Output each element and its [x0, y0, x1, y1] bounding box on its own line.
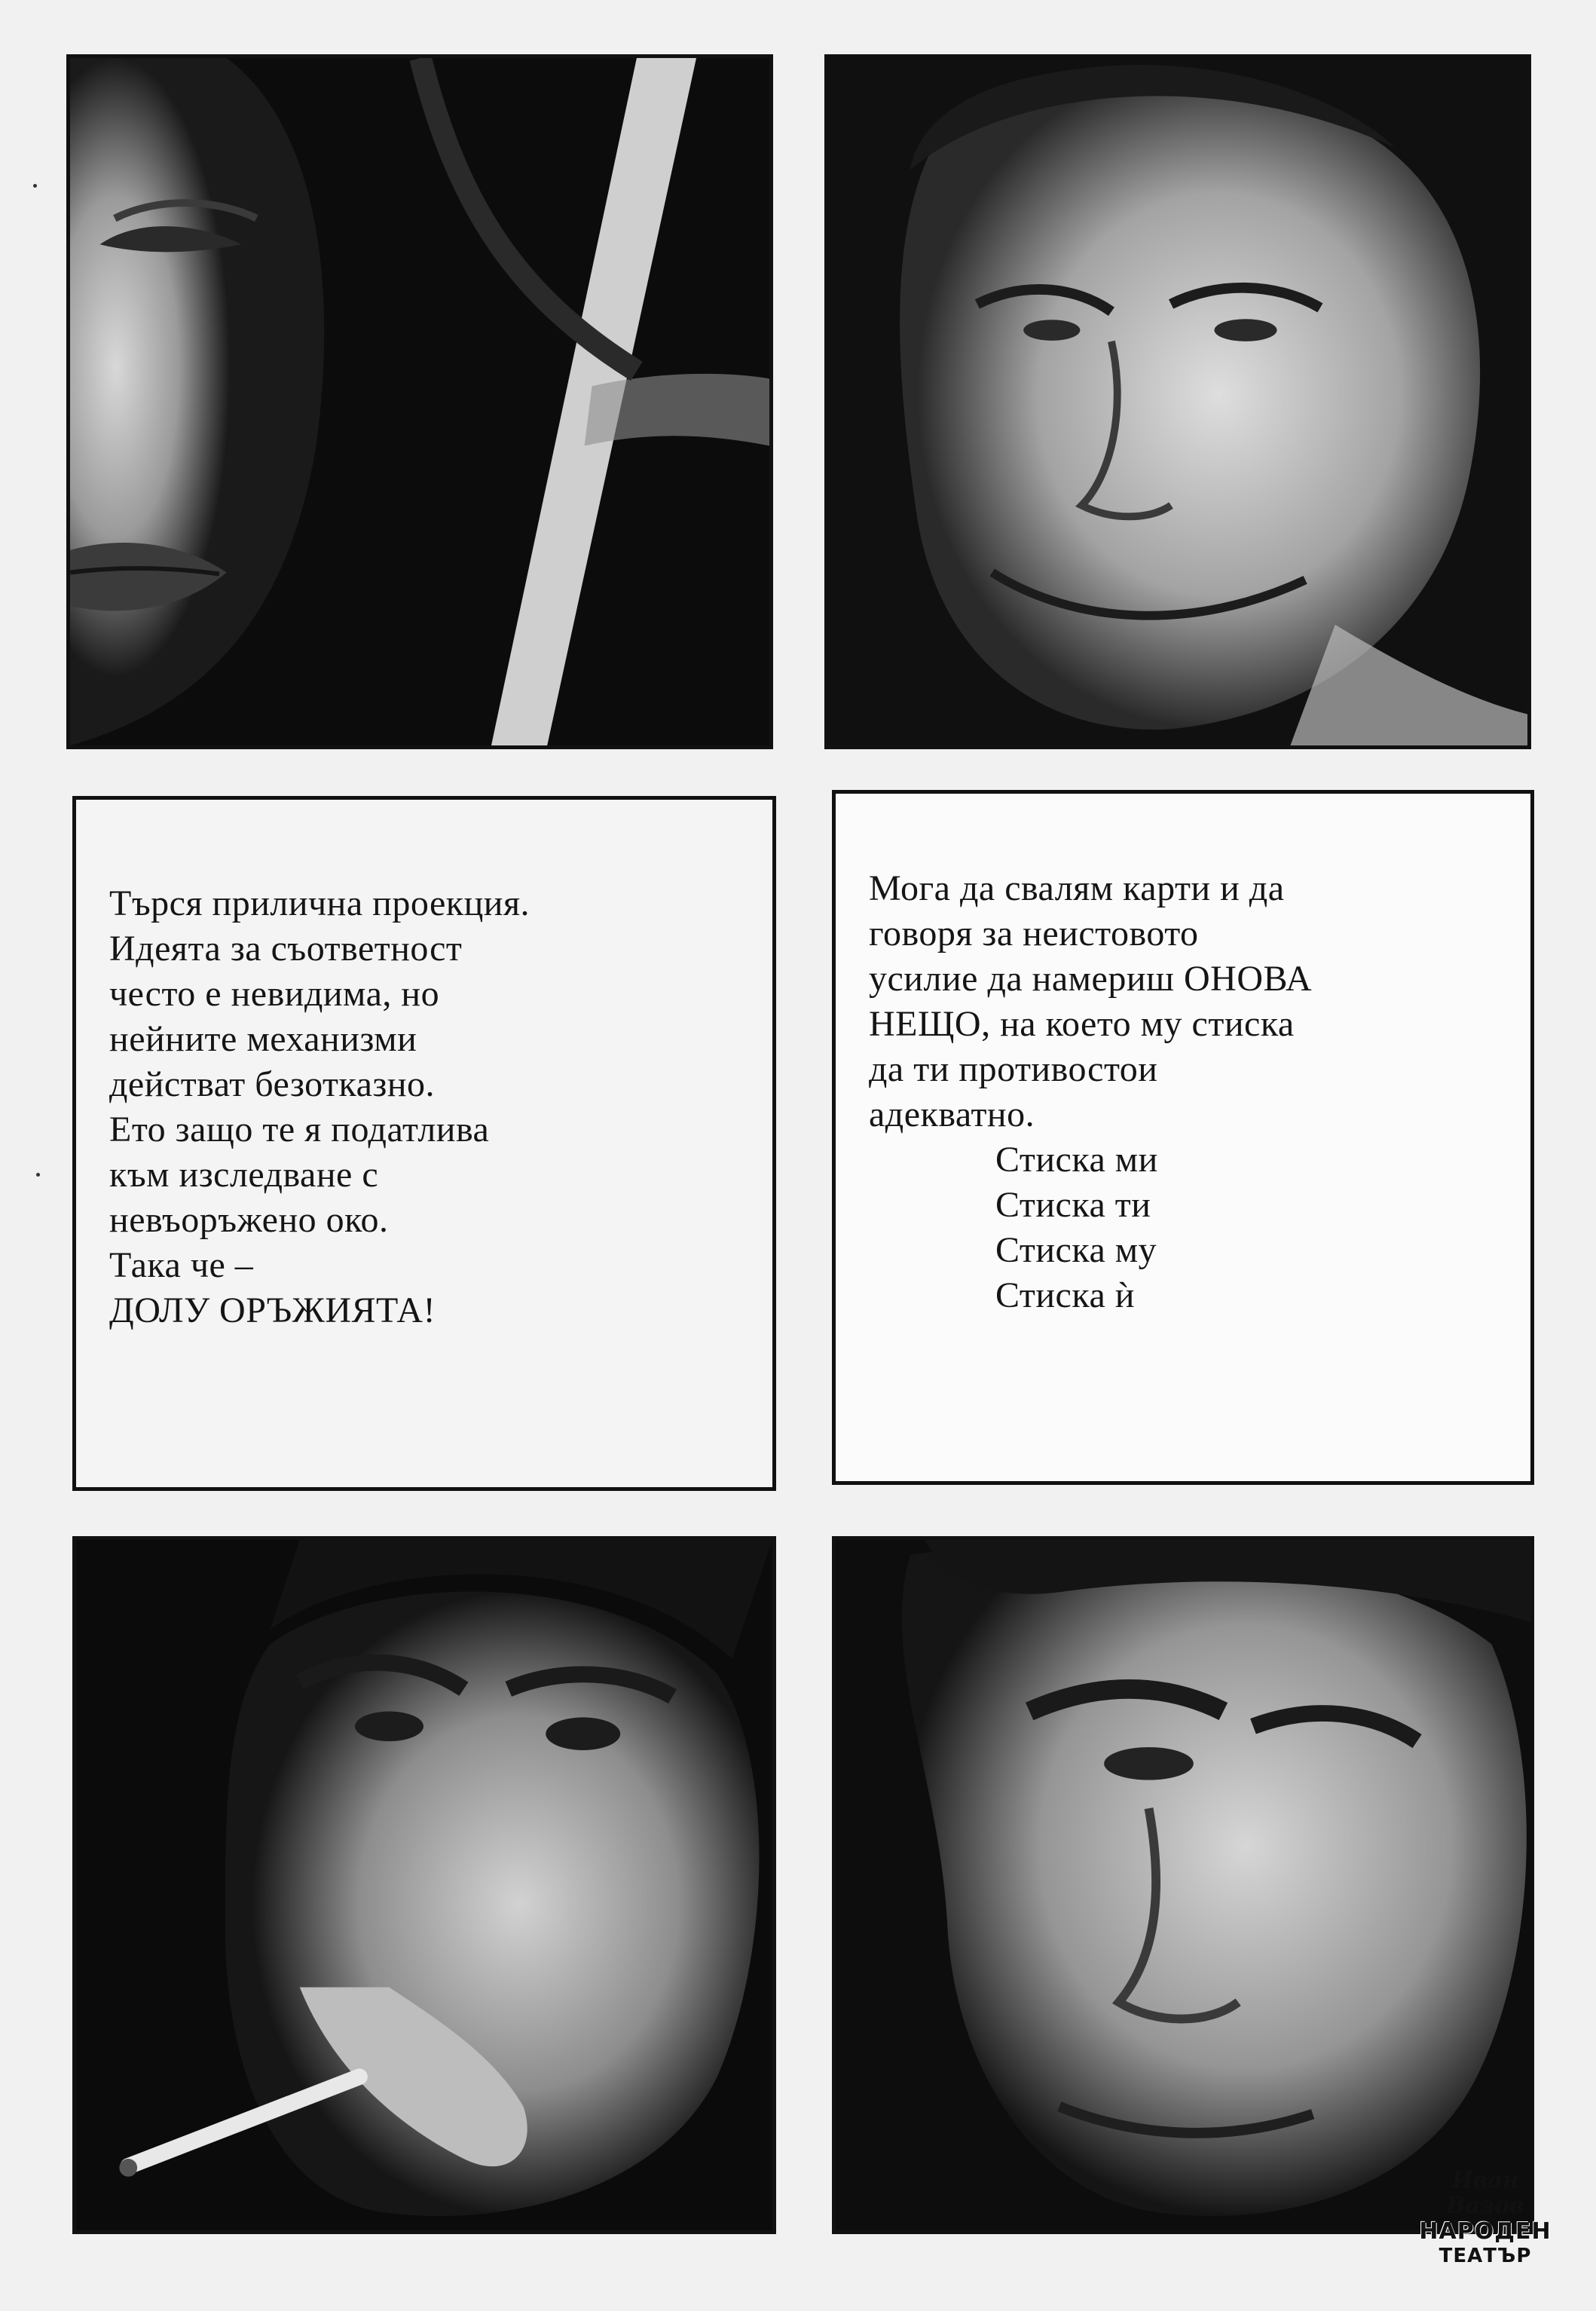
portrait-man-with-cigarette-icon	[76, 1540, 772, 2230]
print-speck	[33, 184, 37, 188]
verse-line: ДОЛУ ОРЪЖИЯТА!	[109, 1290, 436, 1330]
verse-line: действат безотказно.	[109, 1064, 436, 1104]
verse-line: НЕЩО, на което му стиска	[869, 1004, 1295, 1044]
photo-man-smiling	[824, 54, 1531, 749]
portrait-woman-eyes-closed-icon	[70, 58, 769, 745]
theatre-logo	[1418, 2168, 1552, 2281]
logo-sub: ТЕАТЪР	[1439, 2245, 1532, 2267]
verse-line: Идеята за съответност	[109, 929, 463, 969]
stanza-line: Стиска ти	[995, 1185, 1151, 1225]
stanza	[869, 1137, 1517, 1318]
stanza-line: Стиска ѝ	[995, 1275, 1135, 1315]
stanza-line: Стиска му	[995, 1230, 1157, 1270]
verse-line: невъоръжено око.	[109, 1200, 389, 1240]
verse-line: към изследване с	[109, 1155, 379, 1195]
verse-line: Ето защо те я податлива	[109, 1110, 490, 1149]
text-panel-left	[72, 796, 776, 1491]
portrait-man-smiling-icon	[828, 58, 1527, 745]
verse-line: Така че –	[109, 1245, 254, 1285]
verse-line: нейните механизми	[109, 1019, 417, 1059]
text-panel-right	[832, 790, 1534, 1485]
verse-line: често е невидима, но	[109, 974, 440, 1014]
photo-man-with-cigarette	[72, 1536, 776, 2234]
stanza-line: Стиска ми	[995, 1140, 1158, 1180]
logo-signature: Иван Вазов	[1446, 2167, 1524, 2219]
print-speck	[36, 1173, 40, 1177]
verse-line: Мога да свалям карти и да	[869, 868, 1285, 908]
verse-line: да ти противостои	[869, 1049, 1158, 1089]
verse-line: говоря за неистовото	[869, 914, 1199, 953]
verse-left	[109, 881, 757, 1333]
logo-name: НАРОДЕН	[1419, 2218, 1552, 2245]
verse-line: Търся прилична проекция.	[109, 883, 530, 923]
photo-man-looking-down	[832, 1536, 1534, 2234]
portrait-man-looking-down-icon	[836, 1540, 1530, 2230]
verse-line: адекватно.	[869, 1094, 1035, 1134]
verse-line: усилие да намериш ОНОВА	[869, 959, 1313, 999]
verse-right	[869, 866, 1517, 1318]
photo-woman-eyes-closed	[66, 54, 773, 749]
